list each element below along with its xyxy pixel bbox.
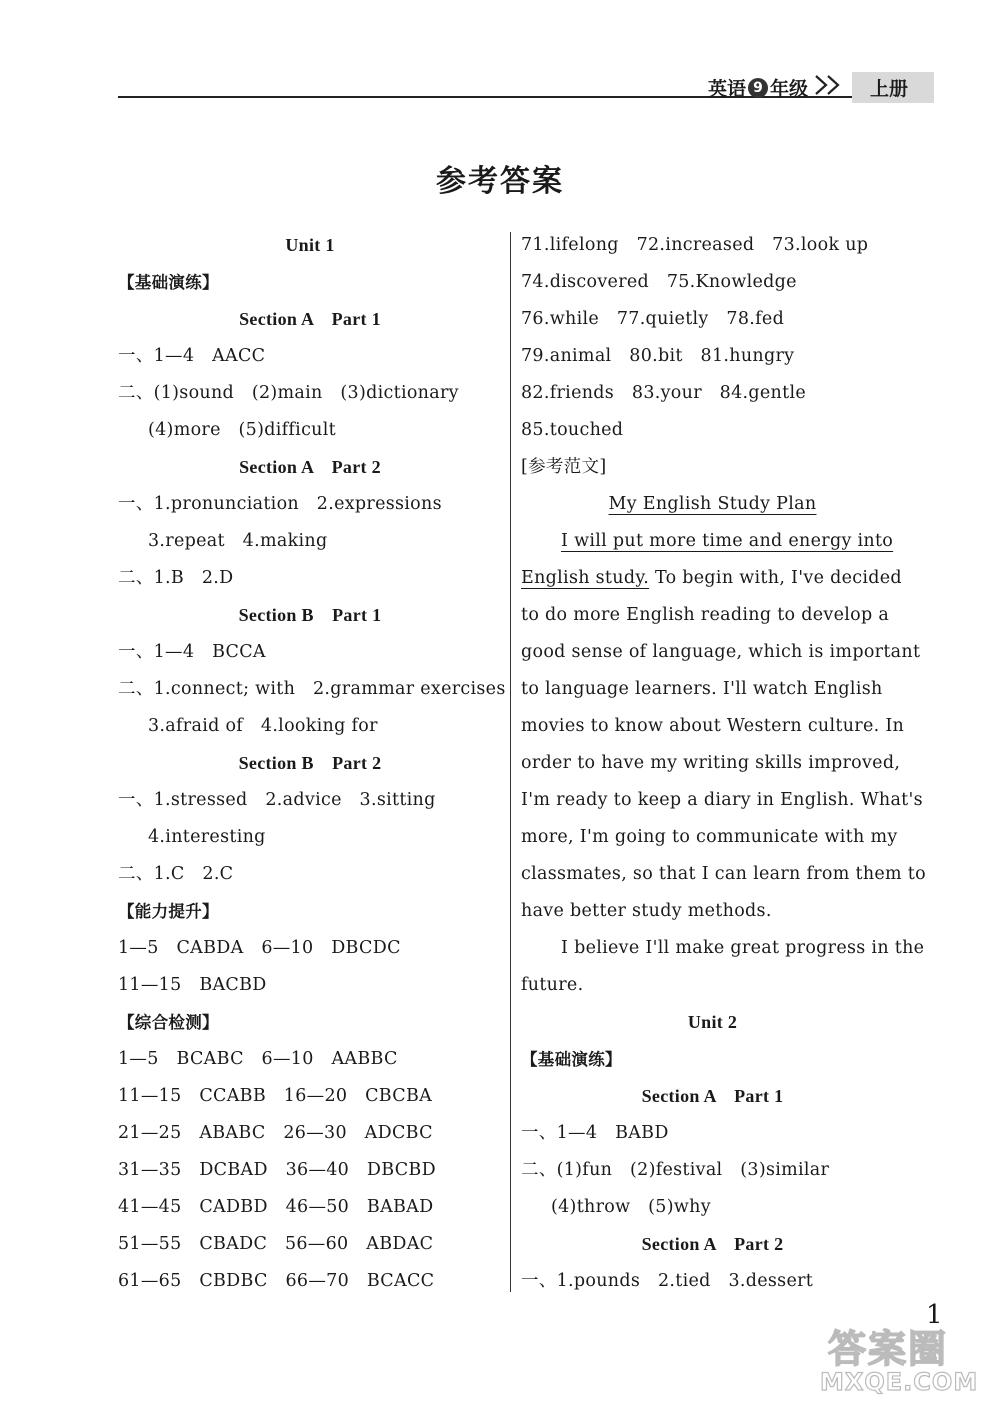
answer-line: 31—35 DCBAD 36—40 DBCBD <box>118 1160 436 1180</box>
answer-line: 3.repeat 4.making <box>148 531 328 551</box>
answer-line: 82.friends 83.your 84.gentle <box>521 383 807 403</box>
answer-line: 二、(1)fun (2)festival (3)similar <box>521 1160 830 1180</box>
answer-line: (4)throw (5)why <box>551 1197 711 1217</box>
watermark-bottom-text: MXQE.COM <box>820 1368 979 1396</box>
unit-heading: Unit 2 <box>687 1012 738 1032</box>
answer-line: 4.interesting <box>148 827 266 847</box>
header-subject: 英语 <box>708 78 747 100</box>
answer-line: 76.while 77.quietly 78.fed <box>521 309 785 329</box>
essay-line: to language learners. I'll watch English <box>521 679 883 699</box>
page-number: 1 <box>926 1300 943 1330</box>
section-label: 【综合检测】 <box>118 1013 219 1032</box>
essay-underlined-text: I will put more time and energy into <box>561 531 894 551</box>
essay-line: I'm ready to keep a diary in English. What's <box>521 790 923 810</box>
answer-line: 二、1.connect; with 2.grammar exercises <box>118 679 506 699</box>
sample-essay-label: [参考范文] <box>521 457 607 477</box>
answer-line: 85.touched <box>521 420 624 440</box>
essay-line: I believe I'll make great progress in the <box>561 938 925 958</box>
part-heading: Section B Part 2 <box>238 753 382 773</box>
watermark-logo <box>820 1318 995 1400</box>
column-divider <box>510 232 511 1292</box>
answer-line: 61—65 CBDBC 66—70 BCACC <box>118 1271 435 1291</box>
answer-line: 1—5 CABDA 6—10 DBCDC <box>118 938 401 958</box>
answer-line: 一、1—4 AACC <box>118 346 266 366</box>
section-label: 【基础演练】 <box>521 1050 622 1069</box>
answer-line: 二、1.B 2.D <box>118 568 234 588</box>
answer-line: 51—55 CBADC 56—60 ABDAC <box>118 1234 434 1254</box>
essay-line: good sense of language, which is important <box>521 642 921 662</box>
part-heading: Section A Part 2 <box>239 457 381 477</box>
essay-line: to do more English reading to develop a <box>521 605 890 625</box>
left-column <box>118 227 506 1300</box>
header-grade-suffix: 年级 <box>770 78 809 100</box>
part-heading: Section A Part 1 <box>239 309 381 329</box>
section-label: 【基础演练】 <box>118 273 219 292</box>
answer-line: 41—45 CADBD 46—50 BABAD <box>118 1197 434 1217</box>
essay-underlined-text: English study. <box>521 568 650 588</box>
section-label: 【能力提升】 <box>118 902 219 921</box>
essay-line: classmates, so that I can learn from them to <box>521 864 926 884</box>
book-header <box>708 72 934 103</box>
essay-line: movies to know about Western culture. In <box>521 716 905 736</box>
essay-text: To begin with, I've decided <box>654 568 902 588</box>
double-chevron-icon <box>814 74 846 101</box>
answer-line: 79.animal 80.bit 81.hungry <box>521 346 795 366</box>
essay-line <box>521 523 904 560</box>
essay-title <box>521 486 904 523</box>
answer-line: 11—15 BACBD <box>118 975 267 995</box>
part-heading: Section A Part 2 <box>641 1234 784 1254</box>
essay-line: future. <box>521 975 584 995</box>
part-heading: Section A Part 1 <box>641 1086 784 1106</box>
watermark-top-text: 答案圈 <box>828 1327 949 1371</box>
answer-line: 一、1—4 BABD <box>521 1123 669 1143</box>
answer-line: 一、1.pronunciation 2.expressions <box>118 494 442 514</box>
answer-line: 二、1.C 2.C <box>118 864 234 884</box>
answer-line: 1—5 BCABC 6—10 AABBC <box>118 1049 398 1069</box>
part-heading: Section B Part 1 <box>238 605 382 625</box>
essay-line <box>521 560 904 597</box>
answer-line: 一、1.stressed 2.advice 3.sitting <box>118 790 436 810</box>
answer-line: 一、1.pounds 2.tied 3.dessert <box>521 1271 814 1291</box>
header-volume: 上册 <box>852 72 934 103</box>
answer-line: 74.discovered 75.Knowledge <box>521 272 797 292</box>
answer-line: 3.afraid of 4.looking for <box>148 716 378 736</box>
answer-line: 11—15 CCABB 16—20 CBCBA <box>118 1086 433 1106</box>
essay-title-text: My English Study Plan <box>608 494 817 514</box>
right-column <box>521 227 926 1300</box>
answer-line: 二、(1)sound (2)main (3)dictionary <box>118 383 459 403</box>
essay-line: have better study methods. <box>521 901 772 921</box>
answer-line: (4)more (5)difficult <box>148 420 336 440</box>
page-title: 参考答案 <box>436 164 564 199</box>
essay-line: order to have my writing skills improved, <box>521 753 901 773</box>
header-grade-number: 9 <box>748 78 768 98</box>
answer-line: 21—25 ABABC 26—30 ADCBC <box>118 1123 433 1143</box>
answer-line: 71.lifelong 72.increased 73.look up <box>521 235 869 255</box>
answer-line: 一、1—4 BCCA <box>118 642 266 662</box>
essay-line: more, I'm going to communicate with my <box>521 827 898 847</box>
unit-heading: Unit 1 <box>285 235 335 255</box>
